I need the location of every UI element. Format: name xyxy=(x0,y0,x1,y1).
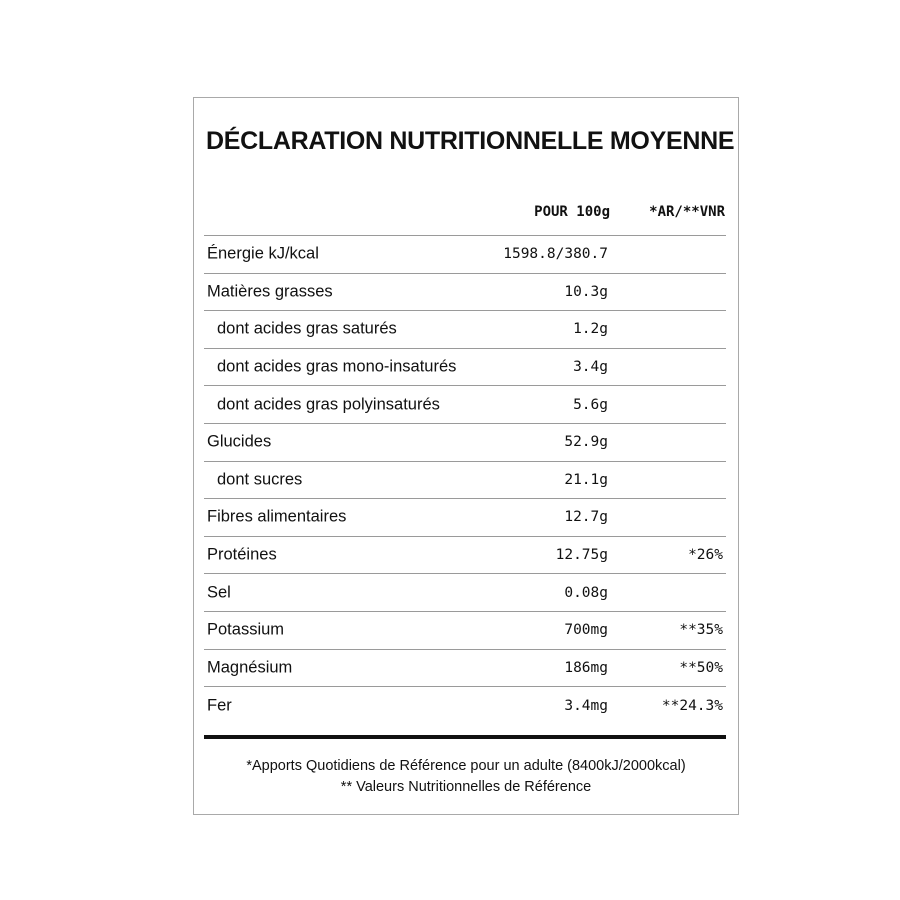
nutrient-label: Énergie kJ/kcal xyxy=(207,244,319,263)
table-row xyxy=(204,274,726,312)
column-header-ar-vnr: *AR/**VNR xyxy=(649,204,725,220)
nutrient-reference-percent: **35% xyxy=(679,622,723,639)
nutrient-value: 52.9g xyxy=(564,434,608,451)
table-row xyxy=(204,462,726,500)
table-row xyxy=(204,650,726,688)
nutrient-label: Fibres alimentaires xyxy=(207,507,347,526)
nutrient-value: 5.6g xyxy=(573,396,608,413)
nutrition-facts-panel xyxy=(193,97,739,815)
nutrient-label: dont acides gras saturés xyxy=(217,319,397,338)
nutrient-label: Fer xyxy=(207,696,232,715)
nutrient-value: 700mg xyxy=(564,622,608,639)
nutrient-label: Potassium xyxy=(207,620,285,639)
table-row xyxy=(204,386,726,424)
table-row xyxy=(204,236,726,274)
nutrient-label: dont acides gras polyinsaturés xyxy=(217,395,440,414)
nutrition-table xyxy=(204,235,726,725)
nutrient-value: 12.7g xyxy=(564,509,608,526)
nutrient-value: 10.3g xyxy=(564,283,608,300)
table-row xyxy=(204,499,726,537)
nutrient-label: dont acides gras mono-insaturés xyxy=(217,357,457,376)
footnote-ar: *Apports Quotidiens de Référence pour un adulte (8400kJ/2000kcal) xyxy=(246,758,686,774)
nutrient-reference-percent: **24.3% xyxy=(661,697,723,714)
nutrient-value: 1598.8/380.7 xyxy=(503,246,608,263)
nutrient-label: Sel xyxy=(207,583,231,602)
table-row xyxy=(204,424,726,462)
nutrient-label: Protéines xyxy=(207,545,277,564)
table-row xyxy=(204,574,726,612)
footnote-vnr: ** Valeurs Nutritionnelles de Référence xyxy=(340,779,592,795)
table-row xyxy=(204,612,726,650)
nutrient-value: 186mg xyxy=(564,659,608,676)
nutrient-label: Matières grasses xyxy=(207,282,333,301)
nutrient-value: 0.08g xyxy=(564,584,608,601)
table-row xyxy=(204,349,726,387)
nutrient-label: Magnésium xyxy=(207,658,293,677)
nutrient-value: 3.4g xyxy=(573,359,608,376)
table-title: DÉCLARATION NUTRITIONNELLE MOYENNE xyxy=(206,127,735,155)
table-row xyxy=(204,537,726,575)
nutrient-label: dont sucres xyxy=(217,470,303,489)
nutrient-reference-percent: *26% xyxy=(688,547,723,564)
nutrient-reference-percent: **50% xyxy=(679,659,723,676)
nutrient-value: 21.1g xyxy=(564,471,608,488)
column-header-per-100g: POUR 100g xyxy=(534,204,610,220)
nutrient-value: 3.4mg xyxy=(564,697,608,714)
table-bottom-rule xyxy=(204,735,726,739)
nutrient-value: 1.2g xyxy=(573,321,608,338)
nutrient-label: Glucides xyxy=(207,432,272,451)
nutrient-value: 12.75g xyxy=(555,547,608,564)
table-row xyxy=(204,687,726,725)
table-row xyxy=(204,311,726,349)
